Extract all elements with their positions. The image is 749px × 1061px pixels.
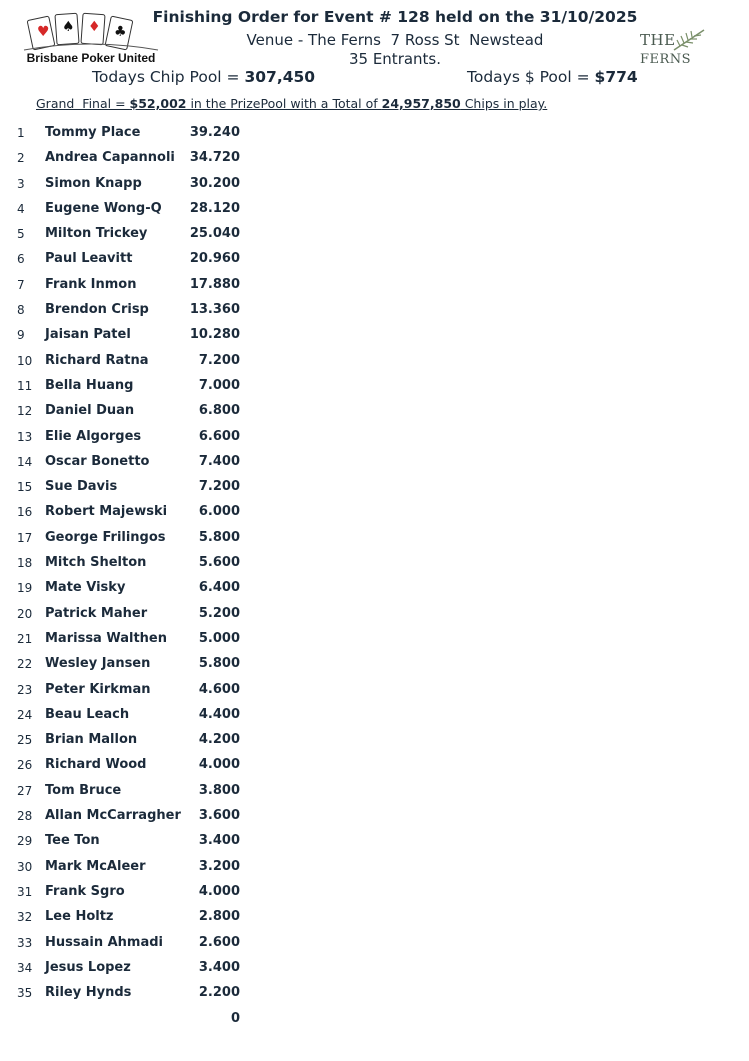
player-name: Hussain Ahmadi xyxy=(45,934,164,950)
result-row xyxy=(0,601,260,626)
finish-position: 35 xyxy=(17,986,33,1001)
finish-position: 16 xyxy=(17,505,33,520)
the-ferns-logo xyxy=(640,28,736,67)
player-chips: 25.040 xyxy=(189,226,240,242)
result-row xyxy=(0,322,260,347)
result-row xyxy=(0,145,260,170)
result-row xyxy=(0,398,260,423)
finish-position: 32 xyxy=(17,910,33,925)
player-name: Brian Mallon xyxy=(45,732,138,748)
ferns-logo-text: THEFERNS xyxy=(640,31,692,67)
entrants-count: 35 Entrants. xyxy=(348,50,442,68)
result-row xyxy=(0,272,260,297)
finish-position: 31 xyxy=(17,884,33,899)
finish-position: 33 xyxy=(17,935,33,950)
finish-position: 20 xyxy=(17,606,33,621)
grand-final-chips: 24,957,850 xyxy=(381,96,461,111)
player-chips: 6.400 xyxy=(198,580,240,596)
result-row xyxy=(0,449,260,474)
chip-pool: Todays Chip Pool = 307,450 xyxy=(92,68,316,86)
player-chips: 5.600 xyxy=(198,555,240,571)
finish-position: 1 xyxy=(17,126,25,140)
venue-text: Venue - The Ferns 7 Ross St Newstead xyxy=(246,31,544,49)
result-row xyxy=(0,828,260,853)
player-name: Richard Wood xyxy=(45,757,147,773)
player-chips: 4.000 xyxy=(198,883,240,899)
finish-position: 28 xyxy=(17,809,33,824)
player-name: Brendon Crisp xyxy=(45,302,149,318)
player-chips: 39.240 xyxy=(189,125,240,140)
logo-text: Brisbane Poker United xyxy=(26,51,156,65)
finish-position: 6 xyxy=(17,252,25,267)
svg-text:♠: ♠ xyxy=(62,19,75,35)
finish-position: 18 xyxy=(17,556,33,571)
grand-final-prize: $52,002 xyxy=(129,96,187,111)
player-name: Paul Leavitt xyxy=(45,251,133,267)
player-chips: 13.360 xyxy=(189,302,240,318)
player-name: Daniel Duan xyxy=(45,403,135,419)
player-name: Riley Hynds xyxy=(45,985,132,1001)
finish-position: 24 xyxy=(17,707,33,722)
finish-position: 14 xyxy=(17,454,33,469)
finish-position: 27 xyxy=(17,783,33,798)
svg-text:♣: ♣ xyxy=(114,24,127,40)
finish-position: 21 xyxy=(17,631,33,646)
finish-position: 29 xyxy=(17,834,33,849)
result-row xyxy=(0,474,260,499)
result-row xyxy=(0,651,260,676)
player-name: Tee Ton xyxy=(45,833,100,849)
finish-position: 12 xyxy=(17,404,33,419)
finish-position: 2 xyxy=(17,151,25,166)
player-chips: 17.880 xyxy=(189,276,240,292)
player-chips: 3.400 xyxy=(198,959,240,975)
player-chips: 7.200 xyxy=(198,479,240,495)
result-row xyxy=(0,120,260,145)
player-name: Tom Bruce xyxy=(45,782,122,798)
player-name: Tommy Place xyxy=(45,125,141,140)
result-row xyxy=(0,297,260,322)
player-chips: 7.200 xyxy=(198,352,240,368)
player-name: George Frilingos xyxy=(45,529,166,545)
player-name: Eugene Wong-Q xyxy=(45,200,162,216)
result-row xyxy=(0,246,260,271)
player-name: Peter Kirkman xyxy=(45,681,151,697)
result-row xyxy=(0,575,260,600)
player-chips: 5.200 xyxy=(198,605,240,621)
player-chips: 7.000 xyxy=(198,377,240,393)
player-chips: 20.960 xyxy=(189,251,240,267)
finish-position: 8 xyxy=(17,303,25,318)
player-chips: 5.800 xyxy=(198,656,240,672)
result-row xyxy=(0,196,260,221)
cash-pool: Todays $ Pool = $774 xyxy=(467,68,638,86)
player-name: Mitch Shelton xyxy=(45,555,147,571)
finish-position: 4 xyxy=(17,201,25,216)
player-name: Beau Leach xyxy=(45,706,130,722)
fern-leaf-icon xyxy=(672,28,706,52)
result-row xyxy=(0,373,260,398)
result-row xyxy=(0,171,260,196)
result-row xyxy=(0,955,260,980)
player-name: Andrea Capannoli xyxy=(45,150,175,166)
player-chips: 7.400 xyxy=(198,453,240,469)
chip-pool-value: 307,450 xyxy=(244,68,316,86)
player-chips: 30.200 xyxy=(189,175,240,191)
grand-final-line: Grand Final = $52,002 in the PrizePool with a Total of 24,957,850 Chips in play. xyxy=(36,96,548,111)
result-row xyxy=(0,550,260,575)
player-chips: 4.200 xyxy=(198,732,240,748)
result-row xyxy=(0,727,260,752)
player-name: Marissa Walthen xyxy=(45,630,167,646)
result-row xyxy=(0,702,260,727)
player-name: Richard Ratna xyxy=(45,352,149,368)
finish-position: 25 xyxy=(17,733,33,748)
finish-position: 30 xyxy=(17,859,33,874)
playing-cards-icon xyxy=(18,12,164,52)
result-row xyxy=(0,677,260,702)
finish-position: 23 xyxy=(17,682,33,697)
player-chips: 4.000 xyxy=(198,757,240,773)
player-chips: 28.120 xyxy=(189,200,240,216)
svg-text:♦: ♦ xyxy=(88,19,101,35)
player-chips: 5.000 xyxy=(198,630,240,646)
player-name: Frank Inmon xyxy=(45,276,137,292)
player-name: Mark McAleer xyxy=(45,858,146,874)
player-chips: 3.600 xyxy=(198,808,240,824)
player-chips: 2.200 xyxy=(198,985,240,1001)
chips-total: 0 xyxy=(230,1011,240,1026)
player-chips: 3.200 xyxy=(198,858,240,874)
player-name: Mate Visky xyxy=(45,580,126,596)
player-chips: 3.400 xyxy=(198,833,240,849)
finish-position: 10 xyxy=(17,353,33,368)
result-row xyxy=(0,424,260,449)
player-chips: 6.000 xyxy=(198,504,240,520)
result-row xyxy=(0,752,260,777)
result-row xyxy=(0,348,260,373)
cash-pool-value: $774 xyxy=(594,68,638,86)
result-row xyxy=(0,803,260,828)
player-name: Sue Davis xyxy=(45,479,118,495)
player-chips: 5.800 xyxy=(198,529,240,545)
finish-position: 26 xyxy=(17,758,33,773)
player-name: Elie Algorges xyxy=(45,428,142,444)
player-name: Frank Sgro xyxy=(45,883,125,899)
player-chips: 6.600 xyxy=(198,428,240,444)
finish-position: 19 xyxy=(17,581,33,596)
finish-position: 3 xyxy=(17,176,25,191)
result-row xyxy=(0,626,260,651)
result-row xyxy=(0,854,260,879)
player-chips: 2.600 xyxy=(198,934,240,950)
player-chips: 10.280 xyxy=(189,327,240,343)
player-chips: 34.720 xyxy=(189,150,240,166)
player-name: Lee Holtz xyxy=(45,909,114,925)
player-chips: 3.800 xyxy=(198,782,240,798)
finish-position: 9 xyxy=(17,328,25,343)
player-chips: 4.600 xyxy=(198,681,240,697)
finish-position: 13 xyxy=(17,429,33,444)
player-name: Oscar Bonetto xyxy=(45,453,150,469)
finish-position: 5 xyxy=(17,227,25,242)
player-name: Robert Majewski xyxy=(45,504,168,520)
result-row xyxy=(0,980,260,1005)
finish-position: 17 xyxy=(17,530,33,545)
result-row xyxy=(0,904,260,929)
player-name: Wesley Jansen xyxy=(45,656,151,672)
result-row xyxy=(0,879,260,904)
player-name: Milton Trickey xyxy=(45,226,148,242)
player-name: Allan McCarragher xyxy=(45,808,181,824)
player-chips: 6.800 xyxy=(198,403,240,419)
finish-position: 7 xyxy=(17,277,25,292)
brisbane-poker-united-logo xyxy=(18,12,164,66)
player-chips: 4.400 xyxy=(198,706,240,722)
player-chips: 2.800 xyxy=(198,909,240,925)
result-row xyxy=(0,778,260,803)
result-row xyxy=(0,930,260,955)
svg-text:♥: ♥ xyxy=(37,24,50,40)
player-name: Jesus Lopez xyxy=(45,959,131,975)
finish-position: 22 xyxy=(17,657,33,672)
results-list xyxy=(0,120,260,1005)
result-row xyxy=(0,525,260,550)
result-row xyxy=(0,499,260,524)
player-name: Bella Huang xyxy=(45,377,134,393)
result-row xyxy=(0,221,260,246)
player-name: Jaisan Patel xyxy=(45,327,131,343)
finish-position: 11 xyxy=(17,378,33,393)
player-name: Simon Knapp xyxy=(45,175,142,191)
page-title: Finishing Order for Event # 128 held on the 31/10/2025 xyxy=(152,8,638,26)
finish-position: 34 xyxy=(17,960,33,975)
finish-position: 15 xyxy=(17,480,33,495)
player-name: Patrick Maher xyxy=(45,605,148,621)
